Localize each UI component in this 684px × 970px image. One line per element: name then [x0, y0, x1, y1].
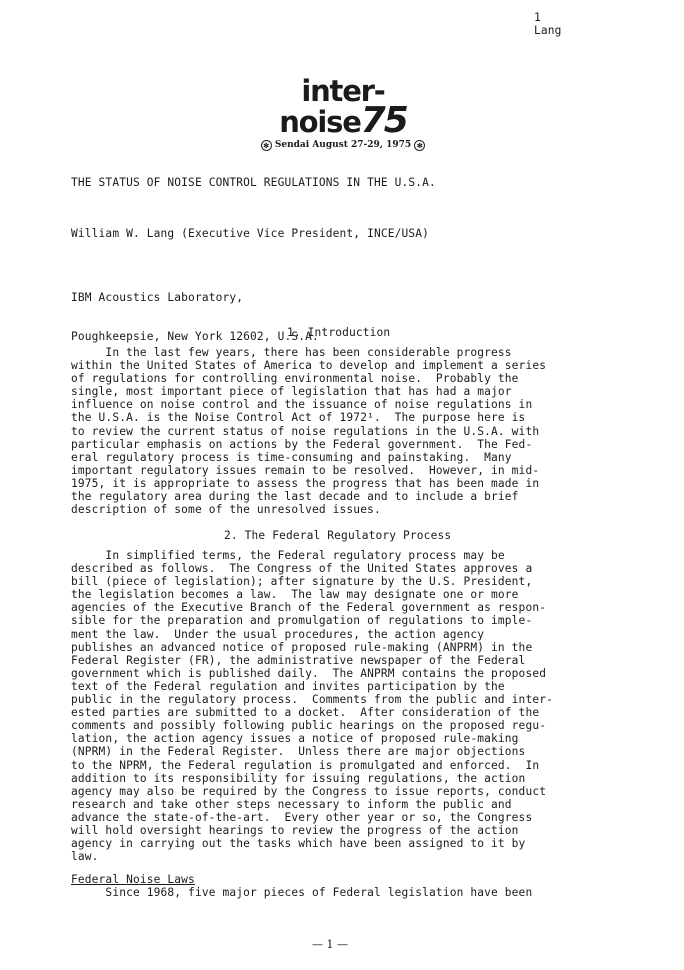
author-line: William W. Lang (Executive Vice President, INCE/USA)	[71, 227, 430, 240]
text-line: particular emphasis on actions by the Federal government. The Fed-	[71, 437, 533, 451]
logo-number: 75	[360, 100, 407, 141]
section-heading-introduction: 1. Introduction	[287, 326, 391, 339]
text-line: the regulatory area during the last decade and to include a brief	[71, 490, 519, 504]
text-line: public in the regulatory process. Comments from the public and inter-	[71, 693, 553, 707]
text-line: ment the law. Under the usual procedures, the action agency	[71, 627, 485, 641]
page-header	[534, 11, 562, 37]
text-line: 1975, it is appropriate to assess the progress that has been made in	[71, 476, 540, 490]
text-line: bill (piece of legislation); after signature by the U.S. President,	[71, 575, 533, 589]
text-line: the U.S.A. is the Noise Control Act of 1972¹. The purpose here is	[71, 411, 526, 425]
text-line: important regulatory issues remain to be resolved. However, in mid-	[71, 463, 540, 477]
text-line: lation, the action agency issues a notice of proposed rule-making	[71, 732, 519, 746]
emblem-icon: ✻	[414, 140, 425, 151]
text-line: will hold oversight hearings to review the progress of the action	[71, 823, 519, 837]
federal-noise-laws-paragraph	[71, 886, 532, 899]
page-number: 1	[534, 11, 541, 24]
text-line: In the last few years, there has been considerable progress	[71, 346, 512, 359]
text-line: eral regulatory process is time-consuming and painstaking. Many	[71, 450, 512, 464]
text-line: government which is published daily. The ANPRM contains the proposed	[71, 666, 547, 680]
page-footer-number: — 1 —	[312, 938, 348, 951]
text-line: publishes an advanced notice of proposed rule-making (ANPRM) in the	[71, 640, 533, 654]
subsection-heading: Federal Noise Laws	[71, 873, 195, 886]
text-line: the legislation becomes a law. The law may designate one or more	[71, 588, 519, 602]
affiliation-line: Poughkeepsie, New York 12602, U.S.A.	[71, 330, 319, 344]
text-line: described as follows. The Congress of the United States approves a	[71, 562, 533, 576]
text-line: agency may also be required by the Congress to issue reports, conduct	[71, 784, 547, 798]
text-line: description of some of the unresolved issues.	[71, 503, 381, 517]
regulatory-process-paragraph	[71, 549, 553, 863]
text-line: text of the Federal regulation and invites participation by the	[71, 679, 505, 693]
text-line: advance the state-of-the-art. Every other year or so, the Congress	[71, 810, 533, 824]
text-line: of regulations for controlling environmental noise. Probably the	[71, 372, 519, 386]
text-line: agencies of the Executive Branch of the Federal government as respon-	[71, 601, 547, 615]
text-line: In simplified terms, the Federal regulatory process may be	[71, 549, 505, 562]
text-line: sible for the preparation and promulgation of regulations to imple-	[71, 614, 533, 628]
section-heading-regulatory-process: 2. The Federal Regulatory Process	[224, 529, 452, 542]
text-line: to review the current status of noise regulations in the U.S.A. with	[71, 424, 540, 438]
author-short: Lang	[534, 24, 562, 37]
text-line: within the United States of America to develop and implement a series	[71, 359, 547, 373]
paper-title: THE STATUS OF NOISE CONTROL REGULATIONS IN THE U.S.A.	[71, 176, 436, 189]
emblem-icon: ✻	[261, 140, 272, 151]
text-line: agency in carrying out the tasks which have been assigned to it by	[71, 837, 526, 851]
affiliation	[71, 265, 319, 357]
text-line: influence on noise control and the issuance of noise regulations in	[71, 398, 533, 412]
text-line: (NPRM) in the Federal Register. Unless there are major objections	[71, 745, 526, 759]
logo-subtitle: Sendai August 27-29, 1975	[274, 140, 412, 150]
text-line: law.	[71, 850, 99, 864]
text-line: Federal Register (FR), the administrative newspaper of the Federal	[71, 653, 526, 667]
logo-text: inter-noise	[279, 74, 385, 139]
introduction-paragraph	[71, 346, 546, 516]
text-line: addition to its responsibility for issuing regulations, the action	[71, 771, 526, 785]
text-line: research and take other steps necessary to inform the public and	[71, 797, 512, 811]
text-line: comments and possibly following public hearings on the proposed regu-	[71, 719, 547, 733]
text-line: single, most important piece of legislation that has had a major	[71, 385, 512, 399]
affiliation-line: IBM Acoustics Laboratory,	[71, 291, 244, 305]
conference-logo	[238, 76, 448, 151]
text-line: Since 1968, five major pieces of Federal legislation have been	[71, 886, 533, 899]
text-line: ested parties are submitted to a docket. After consideration of the	[71, 706, 540, 720]
text-line: to the NPRM, the Federal regulation is promulgated and enforced. In	[71, 758, 540, 772]
